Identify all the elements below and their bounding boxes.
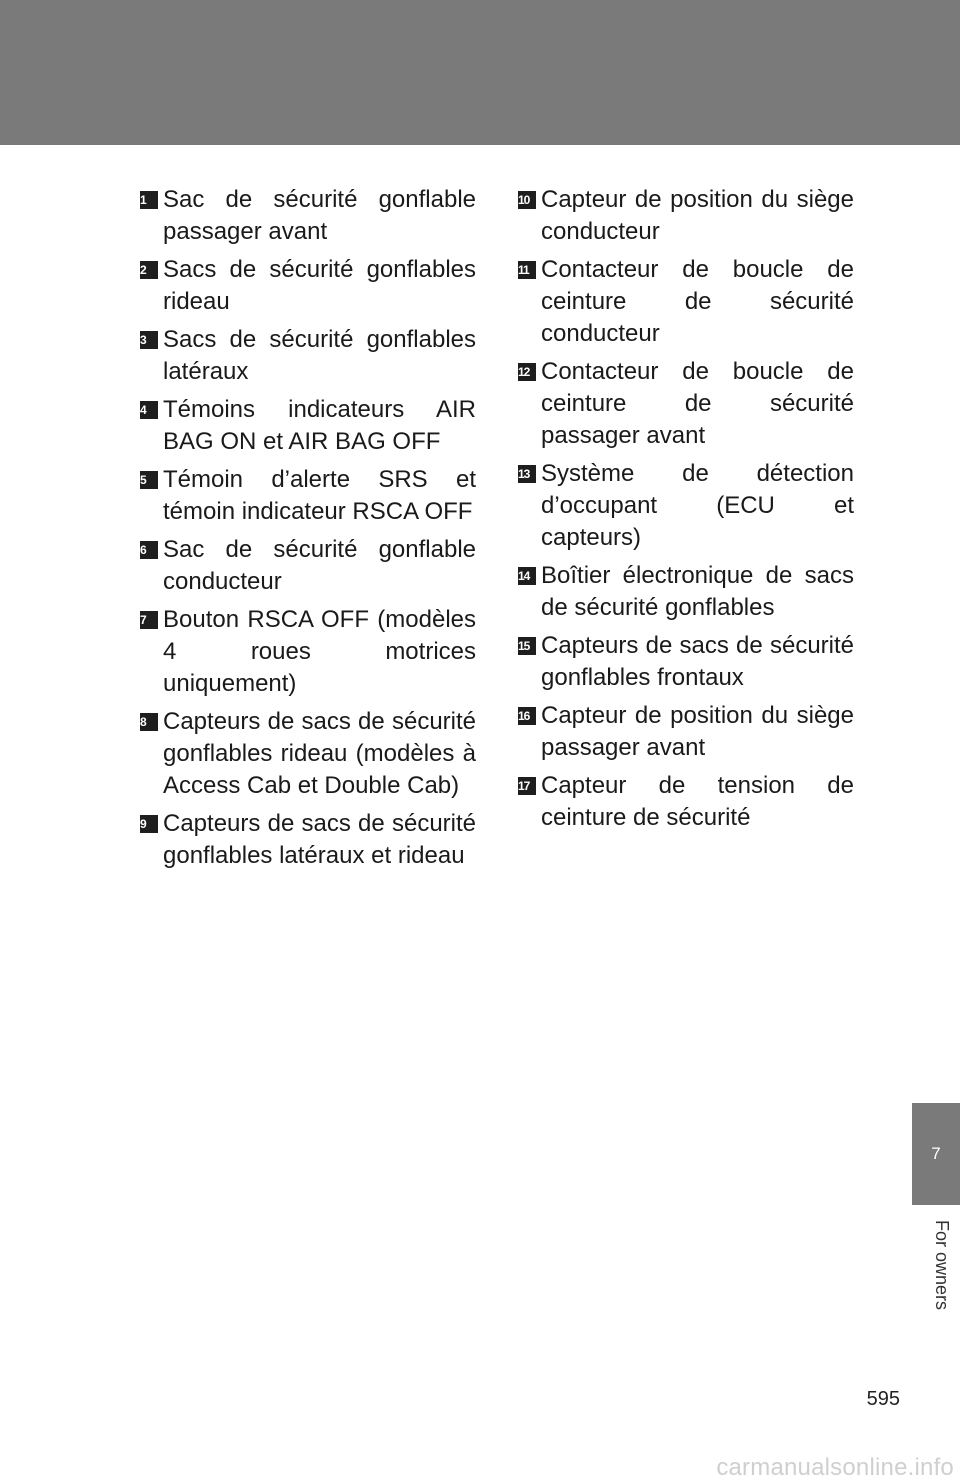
item-text: Système de détection d’occupant (ECU et capteurs) xyxy=(541,460,854,551)
list-item xyxy=(140,534,476,598)
item-text: Capteur de tension de ceinture de sécurité xyxy=(541,772,854,831)
list-item xyxy=(518,458,854,554)
list-item xyxy=(140,324,476,388)
list-item xyxy=(518,630,854,694)
list-item xyxy=(140,604,476,700)
item-text: Sacs de sécurité gonflables latéraux xyxy=(163,326,476,385)
item-number-badge: 3 xyxy=(140,331,158,349)
list-item xyxy=(518,184,854,248)
item-number-badge: 16 xyxy=(518,707,536,725)
item-number-badge: 15 xyxy=(518,637,536,655)
item-text: Témoin d’alerte SRS et témoin indicateur RSCA OFF xyxy=(163,466,476,525)
item-text: Contacteur de boucle de ceinture de sécurité conducteur xyxy=(541,256,854,347)
list-item xyxy=(518,254,854,350)
item-number-badge: 11 xyxy=(518,261,536,279)
section-tab-label: For owners xyxy=(932,1220,952,1311)
left-column xyxy=(140,184,476,878)
list-item xyxy=(518,356,854,452)
page-number: 595 xyxy=(866,1388,900,1410)
list-item xyxy=(140,808,476,872)
item-number-badge: 14 xyxy=(518,567,536,585)
watermark: carmanualsonline.info xyxy=(716,1454,954,1481)
item-text: Bouton RSCA OFF (modèles 4 roues motrices uniquement) xyxy=(163,606,476,697)
item-text: Capteur de position du siège conducteur xyxy=(541,186,854,245)
item-text: Sacs de sécurité gonflables rideau xyxy=(163,256,476,315)
item-text: Témoins indicateurs AIR BAG ON et AIR BAG OFF xyxy=(163,396,476,455)
item-number-badge: 13 xyxy=(518,465,536,483)
item-number-badge: 17 xyxy=(518,777,536,795)
item-text: Contacteur de boucle de ceinture de sécurité passager avant xyxy=(541,358,854,449)
item-text: Capteurs de sacs de sécurité gonflables rideau (modèles à Access Cab et Double Cab) xyxy=(163,708,476,799)
section-tab-number: 7 xyxy=(912,1103,960,1205)
item-number-badge: 6 xyxy=(140,541,158,559)
item-text: Capteurs de sacs de sécurité gonflables frontaux xyxy=(541,632,854,691)
list-item xyxy=(140,706,476,802)
list-item xyxy=(518,770,854,834)
item-text: Sac de sécurité gonflable conducteur xyxy=(163,536,476,595)
list-item xyxy=(140,254,476,318)
list-item xyxy=(140,464,476,528)
item-text: Capteurs de sacs de sécurité gonflables latéraux et rideau xyxy=(163,810,476,869)
item-number-badge: 12 xyxy=(518,363,536,381)
item-number-badge: 10 xyxy=(518,191,536,209)
header-band xyxy=(0,0,960,145)
list-item xyxy=(518,700,854,764)
item-text: Boîtier électronique de sacs de sécurité gonflables xyxy=(541,562,854,621)
item-number-badge: 9 xyxy=(140,815,158,833)
item-number-badge: 8 xyxy=(140,713,158,731)
list-item xyxy=(518,560,854,624)
item-number-badge: 4 xyxy=(140,401,158,419)
list-item xyxy=(140,184,476,248)
item-number-badge: 7 xyxy=(140,611,158,629)
right-column xyxy=(518,184,854,840)
list-item xyxy=(140,394,476,458)
item-number-badge: 1 xyxy=(140,191,158,209)
item-text: Capteur de position du siège passager avant xyxy=(541,702,854,761)
item-number-badge: 2 xyxy=(140,261,158,279)
item-text: Sac de sécurité gonflable passager avant xyxy=(163,186,476,245)
item-number-badge: 5 xyxy=(140,471,158,489)
